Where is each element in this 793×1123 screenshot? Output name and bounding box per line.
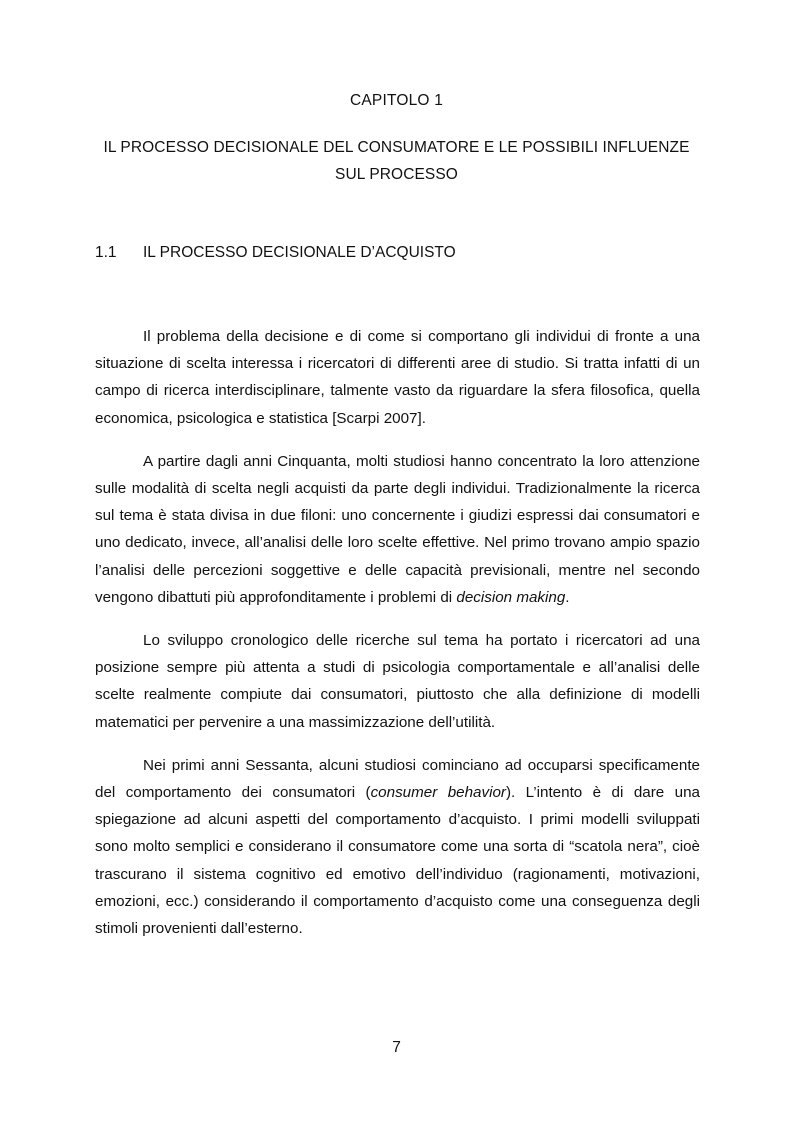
paragraph-3: Lo sviluppo cronologico delle ricerche sul tema ha portato i ricercatori ad una posizione sempre più attenta a studi di psicologia comportamentale e all’analisi delle scelte realmente compiute dai consumatori, piuttosto che alla definizione di modelli matematici per pervenire a una massimizzazione dell’utilità. — [95, 632, 700, 731]
section-heading — [95, 244, 705, 262]
paragraph-2 — [95, 448, 700, 611]
paragraph-4-end: ). L’intento è di dare una spiegazione ad alcuni aspetti del comportamento d’acquisto. I primi modelli sviluppati sono molto semplici e considerano il consumatore come una sorta di “scatola nera”, cioè trascurano il sistema cognitivo ed emotivo dell’individuo (ragionamenti, motivazioni, emozioni, ecc.) considerando il comportamento d’acquisto come una conseguenza degli stimoli provenienti dall’esterno. — [95, 784, 700, 938]
paragraph-4 — [95, 752, 700, 942]
chapter-title — [90, 134, 703, 188]
chapter-label: CAPITOLO 1 — [349, 92, 444, 109]
paragraph-2-text: A partire dagli anni Cinquanta, molti studiosi hanno concentrato la loro attenzione sulle modalità di scelta negli acquisti da parte degli individui. Tradizionalmente la ricerca sul tema è stata divisa in due filoni: uno concernente i giudizi espressi dai consumatori e uno dedicato, invece, all’analisi delle loro scelte effettive. Nel primo trovano ampio spazio l’analisi delle percezioni soggettive e delle capacità previsionali, mentre nel secondo vengono dibattuti più approfonditamente i problemi di — [95, 452, 700, 606]
page-number: 7 — [392, 1039, 401, 1056]
chapter-title-line-2: SUL PROCESSO — [335, 166, 458, 183]
section-title: IL PROCESSO DECISIONALE D’ACQUISTO — [143, 244, 456, 261]
paragraph-2-end: . — [565, 588, 570, 606]
paragraph-4-emphasis: consumer behavior — [370, 784, 506, 802]
body-text — [95, 323, 700, 958]
paragraph-2-emphasis: decision making — [456, 588, 566, 606]
paragraph-4-text: Nei primi anni Sessanta, alcuni studiosi cominciano ad occuparsi specificamente del comportamento dei consumatori ( — [95, 756, 700, 802]
paragraph-1: Il problema della decisione e di come si comportano gli individui di fronte a una situazione di scelta interessa i ricercatori di differenti aree di studio. Si tratta infatti di un campo di ricerca interdisciplinare, talmente vasto da riguardare la sfera filosofica, quella economica, psicologica e statistica [Scarpi 2007]. — [95, 328, 700, 427]
section-number: 1.1 — [95, 244, 117, 261]
chapter-title-line-1: IL PROCESSO DECISIONALE DEL CONSUMATORE E LE POSSIBILI INFLUENZE — [103, 139, 690, 156]
